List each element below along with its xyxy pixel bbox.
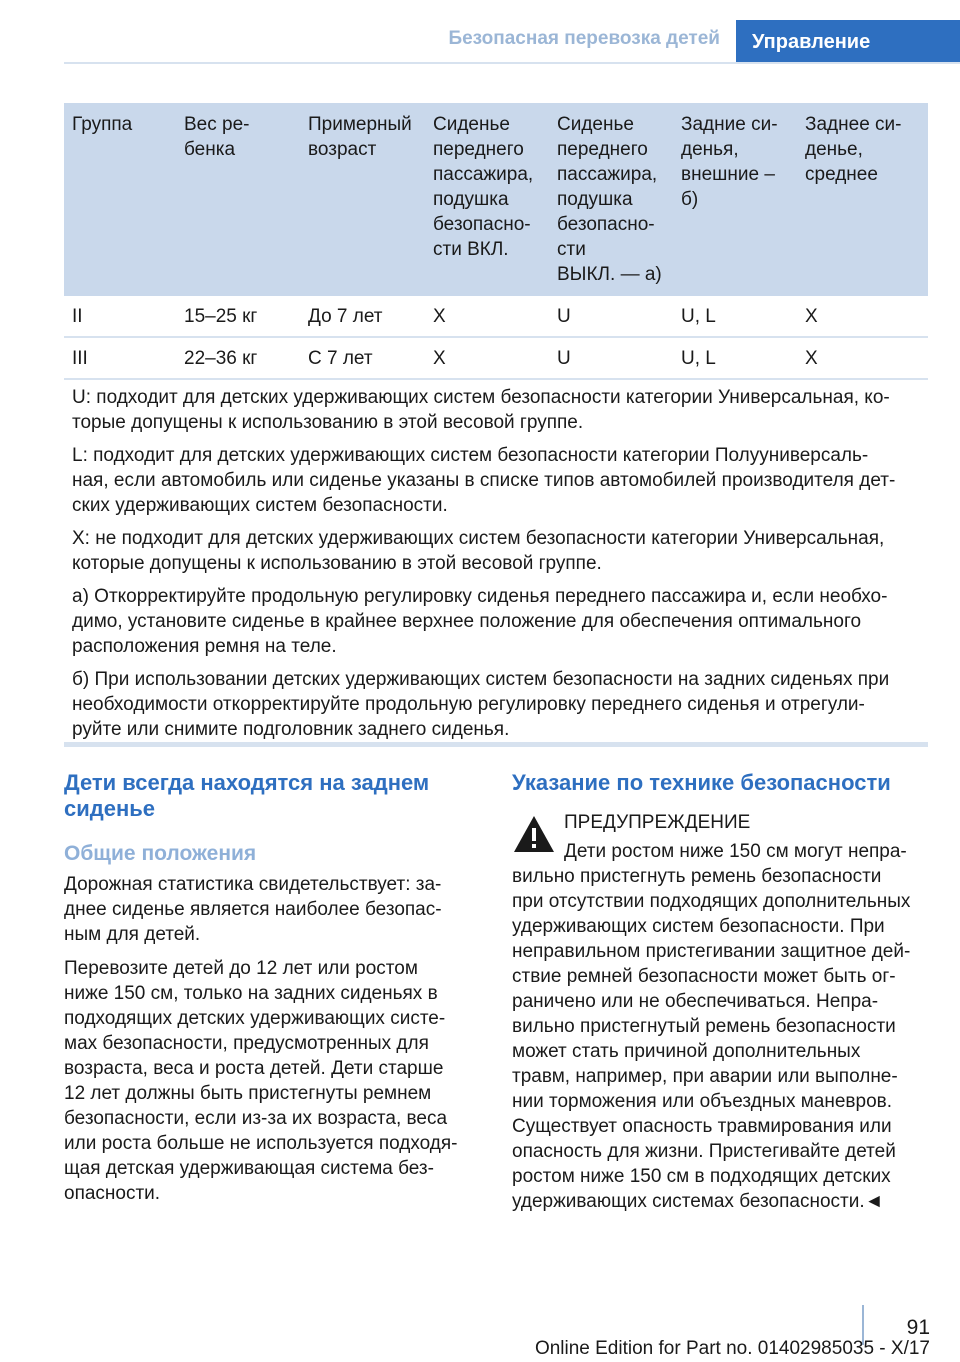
edition-note: Online Edition for Part no. 01402985035 - X/17 bbox=[534, 1338, 930, 1359]
note-x: X: не подходит для детских удерживающих систем безопасности категории Универсальная, которые допущены к использованию в этой весовой группе. bbox=[72, 528, 885, 574]
table-cell: II bbox=[72, 306, 83, 327]
table-cell: 15–25 кг bbox=[184, 306, 258, 327]
warning-first-line: Дети ростом ниже 150 см могут непра- bbox=[564, 841, 907, 862]
column-header-rear-outer: Задние си- денья, внешние – б) bbox=[681, 114, 778, 210]
column-header-rear-middle: Заднее си- денье, среднее bbox=[805, 114, 902, 185]
left-column bbox=[64, 770, 476, 1215]
column-header-front-airbag-on: Сиденье переднего пассажира, подушка безопасно- сти ВКЛ. bbox=[433, 114, 534, 260]
table-cell: X bbox=[805, 306, 818, 327]
column-header-age: Примерный возраст bbox=[308, 114, 412, 160]
table-cell: U, L bbox=[681, 306, 716, 327]
header-divider bbox=[64, 62, 960, 64]
table-cell: X bbox=[805, 348, 818, 369]
table-cell: U, L bbox=[681, 348, 716, 369]
warning-body: вильно пристегнуть ремень безопасности при отсутствии подходящих дополнительных удерживающих систем безопасности. При неправильном пристегивании защитное дей- ствие ремней безопасности может быть ог- раничено или не обеспечиваться. Непра- вильно пристегнутый ремень безопасности может стать причиной дополнительных травм, например, при аварии или выполне- нии торможения или объездных маневров. Существует опасность травмирования или опасность для жизни. Пристегивайте детей ростом ниже 150 см в подходящих детских удерживающих системах безопасности.◄ bbox=[512, 866, 911, 1212]
table-notes bbox=[64, 380, 928, 742]
column-header-front-airbag-off: Сиденье переднего пассажира, подушка безопасно- сти ВЫКЛ. — а) bbox=[557, 114, 662, 285]
table-cell: III bbox=[72, 348, 88, 369]
table-row bbox=[64, 296, 928, 338]
note-b: б) При использовании детских удерживающих систем безопасности на задних сиденьях при необходимости откорректируйте продольную регулировку переднего сиденья и отрегули- руйте или снимите подголовник заднего сиденья. bbox=[72, 669, 890, 740]
page-number: 91 bbox=[906, 1316, 930, 1339]
note-l: L: подходит для детских удерживающих систем безопасности категории Полууниверсаль- ная, если автомобиль или сиденье указаны в списке типов автомобилей производителя дет- ских удерживающих систем безопасности. bbox=[72, 445, 896, 516]
subheading: Общие положения bbox=[64, 842, 257, 865]
warning-text bbox=[512, 839, 928, 1214]
table-header-row bbox=[64, 103, 928, 296]
section-heading: Дети всегда находятся на заднем сиденье bbox=[64, 770, 430, 821]
breadcrumb: Безопасная перевозка детей bbox=[448, 28, 720, 49]
table-cell: U bbox=[557, 306, 571, 327]
paragraph: Перевозите детей до 12 лет или ростом ниже 150 см, только на задних сиденьях в подходящих детских удерживающих систе- мах безопасности, предусмотренных для возраста, веса и роста детей. Дети старше 12 лет должны быть пристегнуты ремнем безопасности, если из-за их возраста, веса или роста больше не используется подходя- щая детская удерживающая система без- опасности. bbox=[64, 958, 458, 1204]
child-seat-table bbox=[64, 103, 928, 750]
table-cell: U bbox=[557, 348, 571, 369]
table-cell: 22–36 кг bbox=[184, 348, 258, 369]
section-divider bbox=[64, 742, 928, 747]
section-tab: Управление bbox=[736, 20, 960, 64]
right-column bbox=[512, 770, 928, 1214]
column-header-weight: Вес ре- бенка bbox=[184, 114, 250, 160]
safety-heading: Указание по технике безопасности bbox=[512, 770, 891, 795]
column-header-group: Группа bbox=[72, 114, 133, 135]
table-cell: X bbox=[433, 348, 446, 369]
table-cell: X bbox=[433, 306, 446, 327]
table-cell: До 7 лет bbox=[308, 306, 383, 327]
paragraph: Дорожная статистика свидетельствует: за- днее сиденье является наиболее безопас- ным для детей. bbox=[64, 874, 442, 945]
table-row bbox=[64, 338, 928, 380]
note-a: а) Откорректируйте продольную регулировку сиденья переднего пассажира и, если необхо- димо, установите сиденье в крайнее верхнее положение для обеспечения оптимального расположения ремня на теле. bbox=[72, 586, 888, 657]
warning-block bbox=[512, 810, 928, 1214]
note-u: U: подходит для детских удерживающих систем безопасности категории Универсальная, ко- торые допущены к использованию в этой весовой группе. bbox=[72, 387, 890, 433]
table-cell: С 7 лет bbox=[308, 348, 373, 369]
warning-title: ПРЕДУПРЕЖДЕНИЕ bbox=[564, 812, 751, 833]
warning-triangle-icon bbox=[512, 814, 556, 854]
